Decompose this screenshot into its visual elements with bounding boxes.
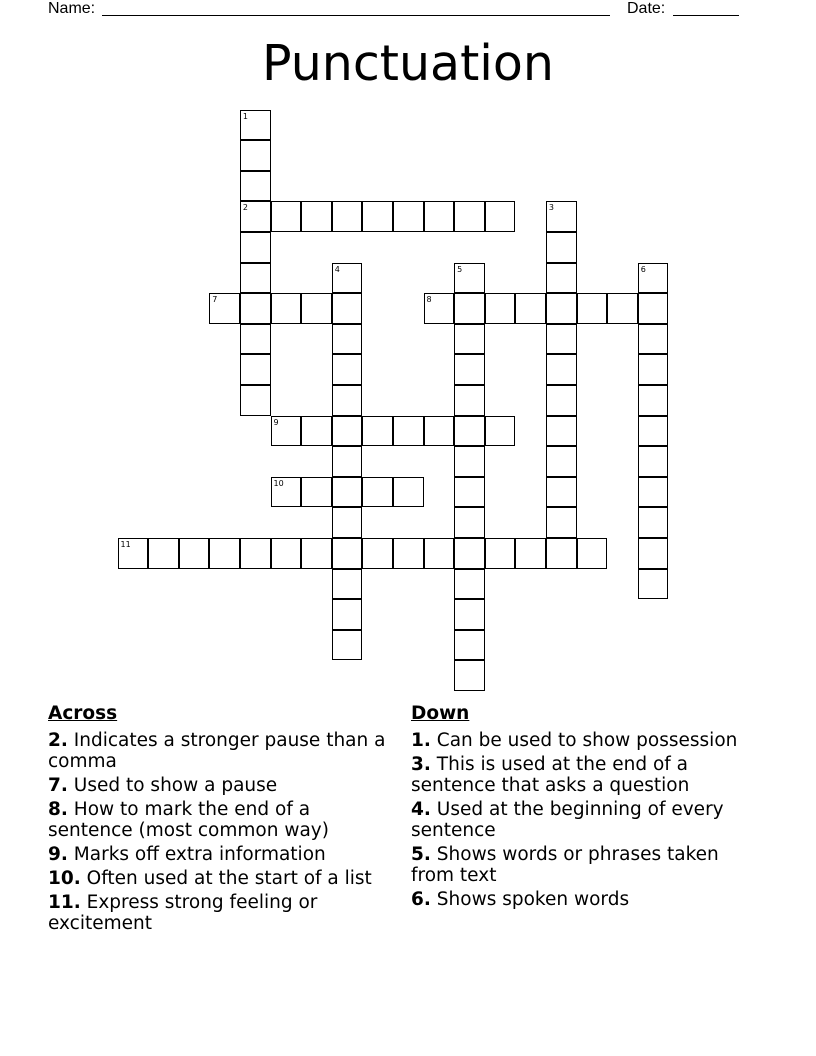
grid-cell[interactable] [240, 140, 271, 171]
grid-cell[interactable] [577, 293, 608, 324]
clue-down-5 [411, 844, 756, 886]
grid-cell[interactable] [546, 446, 577, 477]
grid-cell[interactable] [240, 171, 271, 202]
clue-text: This is used at the end of a sentence that asks a question [411, 754, 690, 796]
grid-cell[interactable] [393, 416, 424, 447]
clue-text: Used to show a pause [73, 775, 278, 796]
grid-cell[interactable] [546, 232, 577, 263]
puzzle-title: Punctuation [262, 35, 554, 92]
grid-cell[interactable] [332, 293, 363, 324]
grid-cell[interactable] [332, 599, 363, 630]
grid-cell[interactable] [515, 538, 546, 569]
grid-cell[interactable] [424, 201, 455, 232]
grid-cell[interactable] [638, 263, 669, 294]
across-heading: Across [48, 703, 118, 724]
grid-cell[interactable] [240, 324, 271, 355]
clue-across-10 [48, 868, 400, 889]
down-clues [411, 703, 756, 913]
grid-cell[interactable] [301, 416, 332, 447]
grid-cell[interactable] [271, 201, 302, 232]
grid-cell[interactable] [332, 201, 363, 232]
grid-cell[interactable] [454, 477, 485, 508]
cell-number: 2 [242, 203, 248, 213]
grid-cell[interactable] [454, 599, 485, 630]
clue-text: Used at the beginning of every sentence [411, 799, 724, 841]
grid-cell[interactable] [424, 416, 455, 447]
grid-cell[interactable] [118, 538, 149, 569]
grid-cell[interactable] [485, 201, 516, 232]
grid-cell[interactable] [332, 477, 363, 508]
grid-cell[interactable] [454, 201, 485, 232]
grid-cell[interactable] [454, 324, 485, 355]
grid-cell[interactable] [301, 201, 332, 232]
cell-number: 8 [426, 295, 432, 305]
grid-cell[interactable] [240, 354, 271, 385]
grid-cell[interactable] [546, 324, 577, 355]
clue-text: Often used at the start of a list [86, 868, 372, 889]
cell-number: 1 [242, 111, 248, 121]
grid-cell[interactable] [485, 416, 516, 447]
clue-text: Express strong feeling or excitement [48, 892, 318, 934]
grid-cell[interactable] [332, 324, 363, 355]
grid-cell[interactable] [546, 538, 577, 569]
grid-cell[interactable] [362, 201, 393, 232]
grid-cell[interactable] [454, 263, 485, 294]
grid-cell[interactable] [638, 569, 669, 600]
grid-cell[interactable] [271, 477, 302, 508]
grid-cell[interactable] [240, 201, 271, 232]
clue-text: Shows spoken words [436, 889, 630, 910]
clue-number: 3. [411, 754, 431, 775]
grid-cell[interactable] [638, 293, 669, 324]
date-label: Date: [627, 0, 666, 17]
grid-cell[interactable] [454, 538, 485, 569]
grid-cell[interactable] [546, 477, 577, 508]
clue-down-4 [411, 799, 756, 841]
clue-number: 5. [411, 844, 431, 865]
grid-cell[interactable] [454, 507, 485, 538]
grid-cell[interactable] [546, 354, 577, 385]
clue-number: 4. [411, 799, 431, 820]
grid-cell[interactable] [638, 507, 669, 538]
grid-cell[interactable] [546, 293, 577, 324]
grid-cell[interactable] [638, 416, 669, 447]
grid-cell[interactable] [209, 538, 240, 569]
clue-number: 8. [48, 799, 68, 820]
grid-cell[interactable] [546, 507, 577, 538]
grid-cell[interactable] [362, 416, 393, 447]
grid-cell[interactable] [148, 538, 179, 569]
clue-across-2 [48, 730, 400, 772]
grid-cell[interactable] [638, 354, 669, 385]
grid-cell[interactable] [546, 263, 577, 294]
grid-cell[interactable] [179, 538, 210, 569]
grid-cell[interactable] [454, 385, 485, 416]
cell-number: 10 [273, 478, 284, 488]
grid-cell[interactable] [240, 232, 271, 263]
cell-number: 9 [273, 417, 279, 427]
clue-text: Indicates a stronger pause than a comma [48, 730, 386, 772]
grid-cell[interactable] [638, 538, 669, 569]
grid-cell[interactable] [577, 538, 608, 569]
grid-cell[interactable] [454, 660, 485, 691]
across-clues [48, 703, 400, 937]
cell-number: 11 [120, 539, 131, 549]
grid-cell[interactable] [424, 538, 455, 569]
clue-text: How to mark the end of a sentence (most common way) [48, 799, 329, 841]
grid-cell[interactable] [332, 538, 363, 569]
grid-cell[interactable] [546, 385, 577, 416]
grid-cell[interactable] [332, 630, 363, 661]
grid-cell[interactable] [332, 416, 363, 447]
grid-cell[interactable] [485, 293, 516, 324]
grid-cell[interactable] [454, 630, 485, 661]
cell-number: 3 [548, 203, 554, 213]
clue-number: 11. [48, 892, 81, 913]
clue-text: Can be used to show possession [436, 730, 738, 751]
clue-text: Marks off extra information [73, 844, 326, 865]
grid-cell[interactable] [638, 446, 669, 477]
grid-cell[interactable] [393, 477, 424, 508]
grid-cell[interactable] [332, 446, 363, 477]
clue-down-3 [411, 754, 756, 796]
grid-cell[interactable] [454, 569, 485, 600]
clue-down-6 [411, 889, 756, 910]
clue-across-9 [48, 844, 400, 865]
grid-cell[interactable] [332, 385, 363, 416]
grid-cell[interactable] [638, 477, 669, 508]
grid-cell[interactable] [240, 110, 271, 141]
grid-cell[interactable] [240, 538, 271, 569]
clue-number: 1. [411, 730, 431, 751]
name-label: Name: [48, 0, 96, 17]
clue-number: 10. [48, 868, 81, 889]
grid-cell[interactable] [454, 416, 485, 447]
cell-number: 6 [640, 264, 646, 274]
clue-text: Shows words or phrases taken from text [411, 844, 719, 886]
down-heading: Down [411, 703, 470, 724]
grid-cell[interactable] [240, 263, 271, 294]
cell-number: 5 [457, 264, 463, 274]
grid-cell[interactable] [638, 385, 669, 416]
clue-across-11 [48, 892, 400, 934]
clue-number: 9. [48, 844, 68, 865]
grid-cell[interactable] [546, 201, 577, 232]
clue-down-1 [411, 730, 756, 751]
grid-cell[interactable] [515, 293, 546, 324]
grid-cell[interactable] [332, 569, 363, 600]
grid-cell[interactable] [301, 477, 332, 508]
grid-cell[interactable] [301, 538, 332, 569]
grid-cell[interactable] [271, 538, 302, 569]
grid-cell[interactable] [393, 538, 424, 569]
grid-cell[interactable] [546, 416, 577, 447]
grid-cell[interactable] [271, 416, 302, 447]
grid-cell[interactable] [454, 446, 485, 477]
clue-across-8 [48, 799, 400, 841]
grid-cell[interactable] [454, 354, 485, 385]
grid-cell[interactable] [240, 293, 271, 324]
grid-cell[interactable] [362, 477, 393, 508]
grid-cell[interactable] [393, 201, 424, 232]
grid-cell[interactable] [454, 293, 485, 324]
grid-cell[interactable] [332, 354, 363, 385]
grid-cell[interactable] [424, 293, 455, 324]
clue-number: 6. [411, 889, 431, 910]
clue-across-7 [48, 775, 400, 796]
grid-cell[interactable] [362, 538, 393, 569]
grid-cell[interactable] [332, 507, 363, 538]
clue-number: 7. [48, 775, 68, 796]
cell-number: 7 [212, 295, 218, 305]
grid-cell[interactable] [271, 293, 302, 324]
grid-cell[interactable] [638, 324, 669, 355]
grid-cell[interactable] [485, 538, 516, 569]
grid-cell[interactable] [332, 263, 363, 294]
clue-number: 2. [48, 730, 68, 751]
grid-cell[interactable] [607, 293, 638, 324]
grid-cell[interactable] [240, 385, 271, 416]
grid-cell[interactable] [209, 293, 240, 324]
grid-cell[interactable] [301, 293, 332, 324]
cell-number: 4 [334, 264, 340, 274]
